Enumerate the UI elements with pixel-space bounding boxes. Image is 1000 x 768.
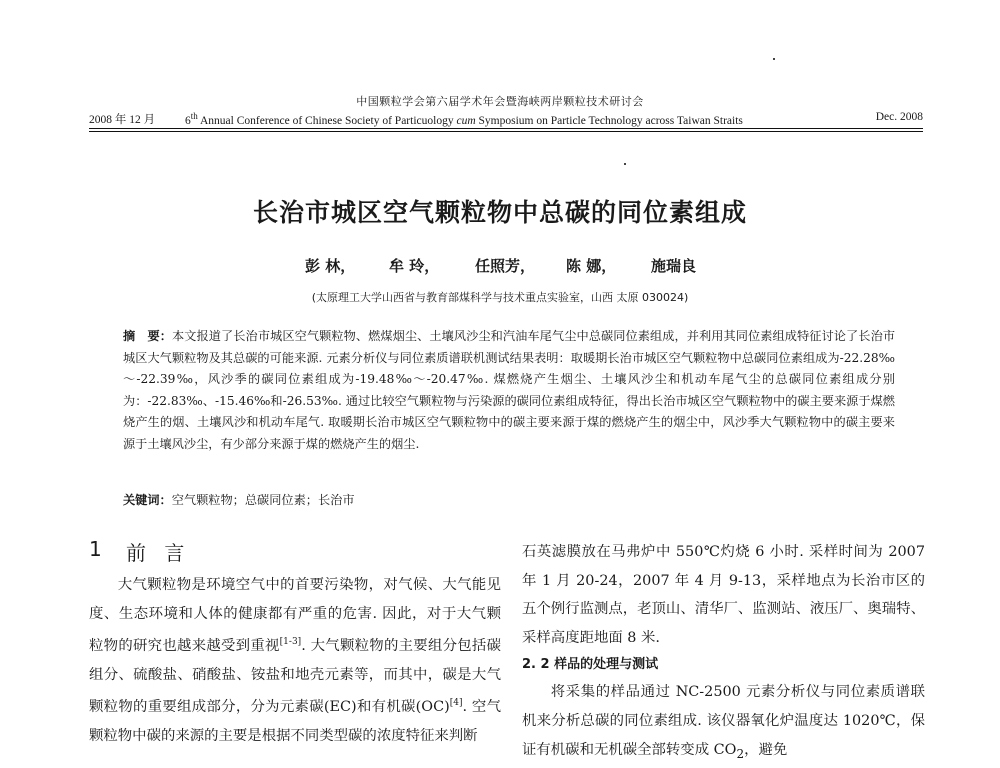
abstract-label: 摘 要： xyxy=(123,329,173,343)
abstract xyxy=(123,326,895,455)
right-column xyxy=(522,538,925,768)
conference-header-cn: 中国颗粒学会第六届学术年会暨海峡两岸颗粒技术研讨会 xyxy=(356,95,644,108)
paper-title: 长治市城区空气颗粒物中总碳的同位素组成 xyxy=(252,198,747,227)
section-title: 前 言 xyxy=(126,541,191,565)
header-date-en: Dec. 2008 xyxy=(875,111,923,123)
keywords-label: 关键词： xyxy=(123,493,172,507)
keywords-text: 空气颗粒物；总碳同位素；长治市 xyxy=(171,493,355,507)
author-list xyxy=(250,255,770,279)
author: 陈 娜， xyxy=(566,257,617,275)
citation: [1-3] xyxy=(279,637,302,648)
scan-speck xyxy=(624,163,626,165)
author: 任照芳， xyxy=(475,257,536,275)
subsection-heading: 2. 2 样品的处理与测试 xyxy=(522,657,659,673)
scan-speck xyxy=(773,58,775,60)
citation: [4] xyxy=(449,698,463,709)
left-column xyxy=(89,571,501,750)
keywords xyxy=(123,491,895,508)
header-date-cn: 2008 年 12 月 xyxy=(89,114,156,126)
affiliation: (太原理工大学山西省与教育部煤科学与技术重点实验室，山西 太原 030024) xyxy=(311,291,689,304)
intro-paragraph: 大气颗粒物是环境空气中的首要污染物，对气候、大气能见度、生态环境和人体的健康都有严重的危害. 因此，对于大气颗粒物的研究也越来越受到重视[1-3]. 大气颗粒物的主要组分包括碳组分、硫酸盐、硝酸盐、铵盐和地壳元素等，而其中，碳是大气颗粒物的重要组成部分，分为元素碳(EC)和有机碳(OC)[4]. 空气颗粒物中碳的来源的主要是根据不同类型碳的浓度特征来判断 xyxy=(89,577,501,744)
header-rule-thin xyxy=(89,128,923,129)
methods-paragraph: 石英滤膜放在马弗炉中 550℃灼烧 6 小时. 采样时间为 2007 年 1 月 20-24，2007 年 4 月 9-13，采样地点为长治市区的五个例行监测点，老顶山、清华厂、监测站、液压厂、奥瑞特、采样高度距地面 8 米. xyxy=(522,544,925,646)
analysis-paragraph: 将采集的样品通过 NC-2500 元素分析仪与同位素质谱联机来分析总碳的同位素组成. 该仪器氧化炉温度达 1020℃，保证有机碳和无机碳全部转变成 $CO_2$，避免 xyxy=(522,684,925,761)
author: 彭 林， xyxy=(305,257,356,275)
section-number: 1 xyxy=(89,537,102,561)
author: 施瑞良 xyxy=(651,257,697,275)
header-rule-thick xyxy=(89,131,923,132)
header-conference-en: 6th Annual Conference of Chinese Society of Particuology cum Symposium on Particle Technology across Taiwan Straits xyxy=(185,111,743,127)
abstract-text: 本文报道了长治市城区空气颗粒物、燃煤烟尘、土壤风沙尘和汽油车尾气尘中总碳同位素组成，并利用其同位素组成特征讨论了长治市城区大气颗粒物及其总碳的可能来源. 元素分析仪与同位素质谱联机测试结果表明：取暖期长治市城区空气颗粒物中总碳同位素组成为-22.28‰～-22.39‰，风沙季的碳同位素组成为-19.48‰～-20.47‰. 煤燃烧产生烟尘、土壤风沙尘和机动车尾气尘的总碳同位素组成分别为：-22.83‰、-15.46‰和-26.53‰. 通过比较空气颗粒物与污染源的碳同位素组成特征，得出长治市城区空气颗粒物中的碳主要来源于煤燃烧产生的烟、土壤风沙和机动车尾气. 取暖期长治市城区空气颗粒物中的碳主要来源于煤的燃烧产生的烟尘中，风沙季大气颗粒物中的碳主要来源于土壤风沙尘，有少部分来源于煤的燃烧产生的烟尘. xyxy=(123,329,896,451)
author: 牟 玲， xyxy=(389,257,440,275)
